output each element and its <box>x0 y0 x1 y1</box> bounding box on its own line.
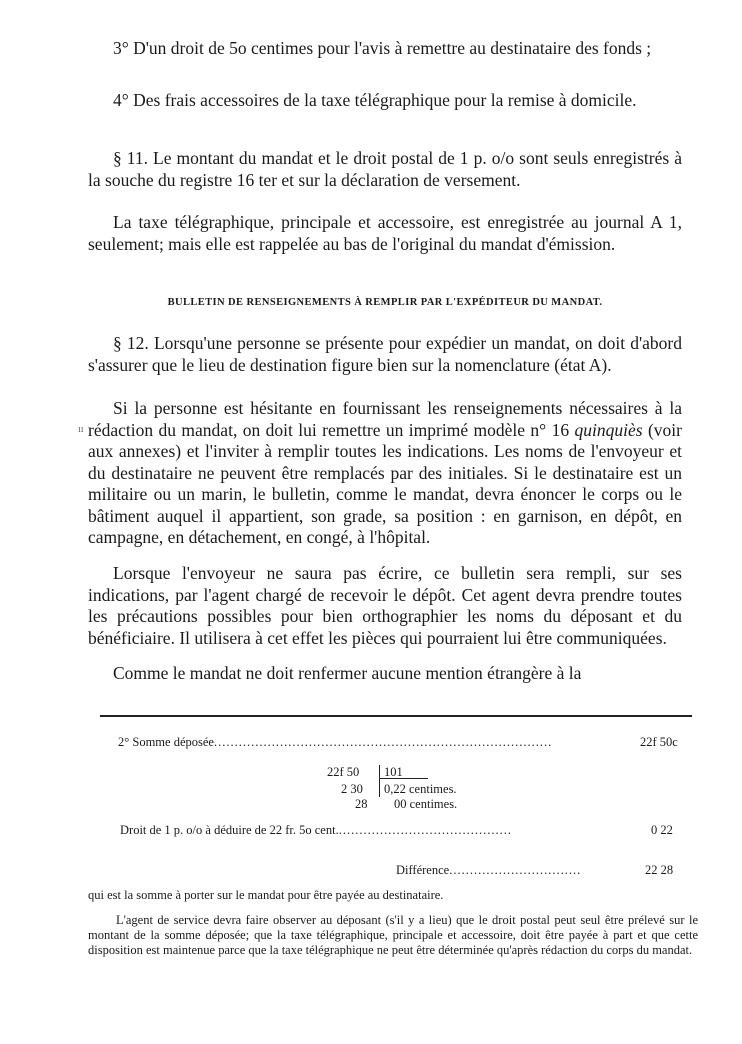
leader-dots: .................................................................................. <box>213 735 553 749</box>
paragraph-hesitant-person-part2: (voir aux annexes) et l'inviter à remplir toutes les indications. Les noms de l'envoyeur et du destinataire ne peuvent être remplacés par des initiales. Si le destinataire est un militaire ou un marin, le bulletin, comme le mandat, devra énoncer le corps ou le bâtiment auquel il appartient, son grade, sa position : en garnison, en dépôt, en campagne, en détachement, en congé, à l'hôpital. <box>88 419 682 547</box>
calc-row1-right: 101 <box>384 765 403 779</box>
paragraph-illiterate-sender: Lorsque l'envoyeur ne saura pas écrire, ce bulletin sera rempli, sur ses indications, par l'agent chargé de recevoir le dépôt. Cet agent devra prendre toutes les précautions possibles pour bien orthographier les noms du déposant et du bénéficiaire. Il utilisera à cet effet les pièces qui pourraient lui être communiquées. <box>88 563 682 648</box>
droit-value: 0 22 <box>651 823 673 837</box>
paragraph-hesitant-person-part1: Si la personne est hésitante en fournissant les renseignements nécessaires à la rédaction du mandat, on doit lui remettre un imprimé modèle n° 16 <box>88 398 682 440</box>
somme-label <box>118 735 552 750</box>
calc-division-bar <box>379 765 380 797</box>
diff-value: 22 28 <box>645 863 674 877</box>
paragraph-section-12: § 12. Lorsqu'une personne se présente pour expédier un mandat, on doit d'abord s'assurer que le lieu de destination figure bien sur la nomenclature (état A). <box>88 333 682 375</box>
leader-dots: ................................ <box>449 863 582 877</box>
paragraph-continuation: Comme le mandat ne doit renfermer aucune mention étrangère à la <box>113 663 582 683</box>
paragraph-hesitant-person <box>88 398 682 549</box>
calc-row3-right: 00 centimes. <box>394 797 458 811</box>
footnote-rule <box>100 715 692 717</box>
diff-label-text: Différence <box>396 863 450 877</box>
paragraph-item-3: 3° D'un droit de 5o centimes pour l'avis à remettre au destinataire des fonds ; <box>113 38 652 58</box>
calc-row1-left: 22f 50 <box>327 765 360 779</box>
somme-label-text: 2° Somme déposée <box>118 735 214 749</box>
paragraph-item-4: 4° Des frais accessoires de la taxe télégraphique pour la remise à domicile. <box>113 90 637 110</box>
calc-row3-left: 28 <box>355 797 368 811</box>
droit-label <box>120 823 512 838</box>
diff-label <box>396 863 581 878</box>
calc-division-underline <box>380 778 428 779</box>
paragraph-section-11: § 11. Le montant du mandat et le droit postal de 1 p. o/o sont seuls enregistrés à la souche du registre 16 ter et sur la déclaration de versement. <box>88 148 682 190</box>
footnote-note: L'agent de service devra faire observer au déposant (s'il y a lieu) que le droit postal peut seul être prélevé sur le montant de la somme déposée; que la taxe télégraphique, principale et accessoire, doit être payée à part et que cette disposition est maintenue parce que la taxe télégraphique ne peut être déterminée qu'après rédaction du corps du mandat. <box>88 913 698 957</box>
somme-value: 22f 50c <box>640 735 678 749</box>
leader-dots: .......................................... <box>338 823 512 837</box>
section-heading: BULLETIN DE RENSEIGNEMENTS À REMPLIR PAR L'EXPÉDITEUR DU MANDAT. <box>167 297 603 308</box>
calc-row2-right: 0,22 centimes. <box>384 782 457 796</box>
paragraph-hesitant-person-italic: quinquiès <box>574 419 643 440</box>
footnote-conclusion: qui est la somme à porter sur le mandat pour être payée au destinataire. <box>88 888 444 902</box>
margin-mark: ıı <box>78 424 84 435</box>
calc-row2-left: 2 30 <box>341 782 363 796</box>
paragraph-telegraph-tax: La taxe télégraphique, principale et accessoire, est enregistrée au journal A 1, seulement; mais elle est rappelée au bas de l'original du mandat d'émission. <box>88 212 682 254</box>
droit-label-text: Droit de 1 p. o/o à déduire de 22 fr. 5o cent. <box>120 823 339 837</box>
